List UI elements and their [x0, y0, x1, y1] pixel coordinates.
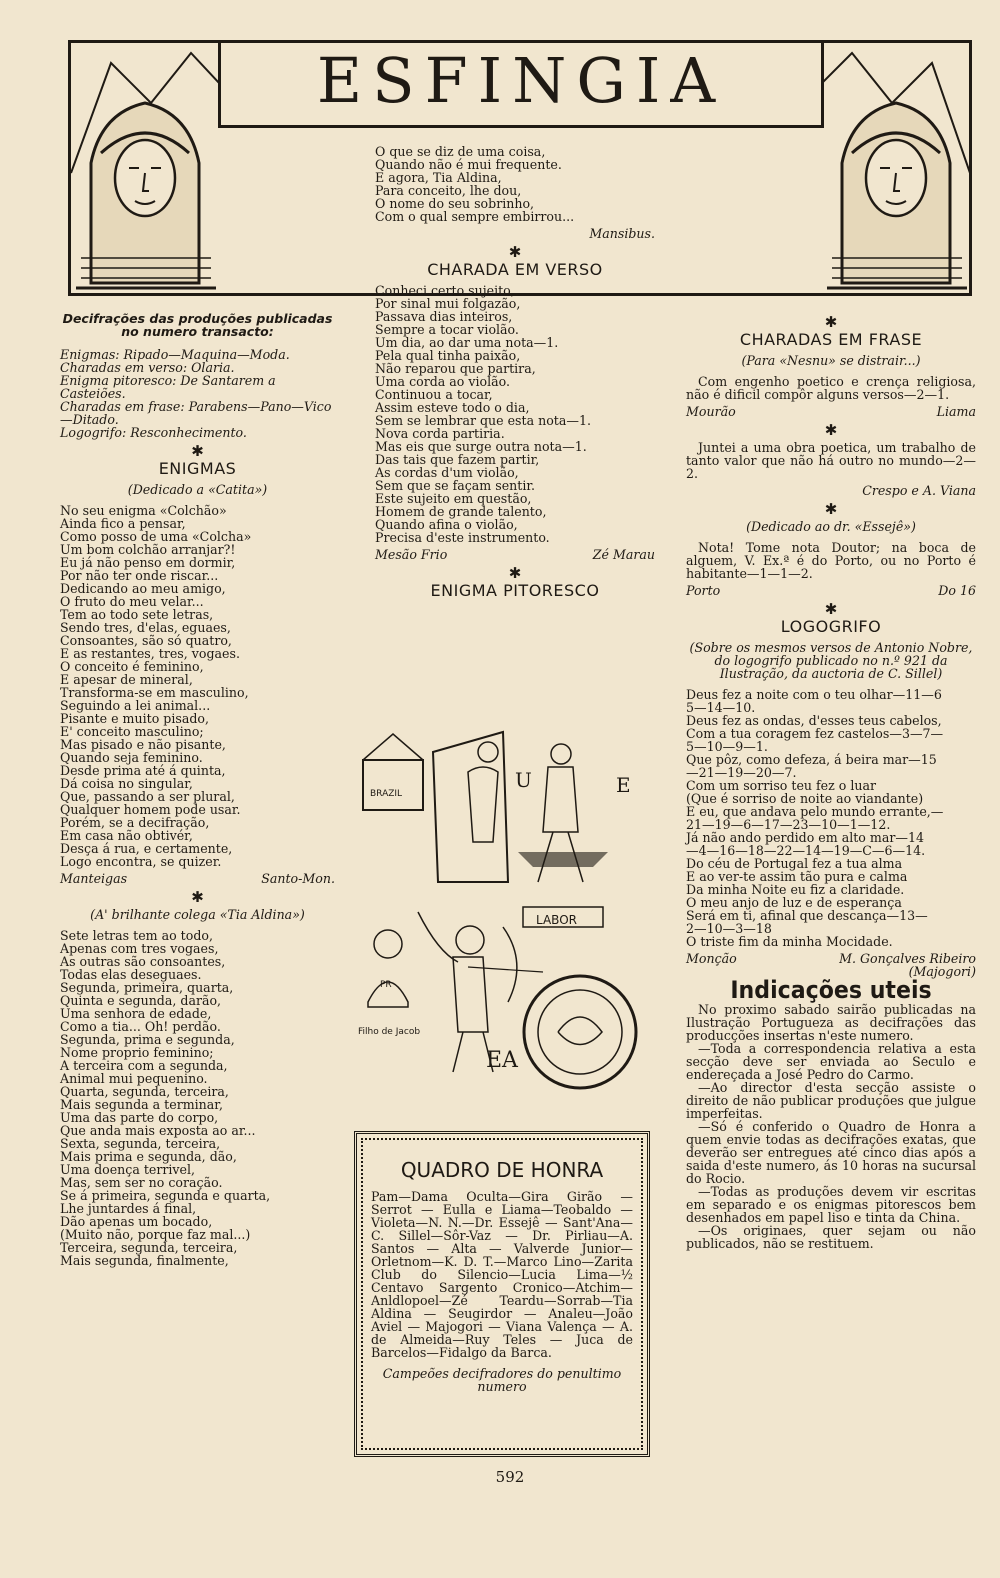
frase-dedication: (Para «Nesnu» se distrair...) [741, 353, 921, 368]
verse: Segunda, primeira, quarta, Quinta e segunda, darão, Uma senhora de edade, Como a tia... Oh! perdão. [60, 980, 234, 1034]
separator-star: ✱ [824, 313, 838, 331]
pic-label-labor: LABOR [536, 913, 577, 927]
quadro-de-honra-names: Pam—Dama Oculta—Gira Girão — Serrot — Eulla e Liama—Teobaldo — Violeta—N. N.—Dr. Essejê — Sant'Ana—C. Sillel—Sôr-Vaz — Dr. Pirliau—A. Santos — Alta — Valverde Junior—Orletnom—K. D. T.—Marco Lino—Zarita Club do Silencio—Lucia Lima—½ Centavo Sargento Cronico—Atchim—Anldlopoel—Zé Teardu—Sorrab—Tia Aldina — Seugirdor — Analeu—João Aviel — Majogori — Viana Valença — A. de Almeida—Ruy Teles — Juca de Barcelos—Fidalgo da Barca. [371, 1189, 633, 1360]
charada-frase: Juntei a uma obra poetica, um trabalho de tanto valor que não há outro no mundo—2—2. [686, 440, 976, 481]
verse: E agora, Tia Aldina, Para conceito, lhe dou, O nome do seu sobrinho, Com o qual sempre embirrou... [375, 170, 575, 224]
enigmas-title: ENIGMAS [158, 459, 237, 478]
enigmas-dedication: (Dedicado a «Catita») [127, 482, 268, 497]
verse: Eu já não penso em dormir, Por não ter onde riscar... Dedicando ao meu amigo, O fruto do meu velar... [60, 555, 236, 609]
signature-place: Mourão [686, 404, 736, 419]
logogrifo-dedication: (Sobre os mesmos versos de Antonio Nobre, do logogrifo publicado no n.º 921 da Ilustração, da auctoria de C. Sillel) [689, 640, 973, 681]
signature-author: M. Gonçalves Ribeiro (Majogori) [839, 951, 976, 979]
pic-label-brazil: BRAZIL [370, 789, 403, 799]
logogrifo-title: LOGOGRIFO [780, 617, 882, 636]
charadas-frase-title: CHARADAS EM FRASE [739, 330, 923, 349]
pic-label-pr: PR [380, 980, 392, 990]
indicacao-paragraph: —Toda a correspondencia relativa a esta secção deve ser enviada ao Seculo e endereçada a José Pedro do Carmo. [686, 1041, 976, 1082]
charada-frase: Nota! Tome nota Doutor; na boca de alguem, V. Ex.ª é do Porto, ou no Porto é habitante—1—1—2. [686, 540, 976, 581]
separator-star: ✱ [824, 421, 838, 439]
indicacao-paragraph: —Só é conferido o Quadro de Honra a quem envie todas as decifrações exatas, que deverão ser entregues até cinco dias após a saida d'este numero, ás 10 horas na sucursal do Rocio. [686, 1119, 976, 1186]
pic-label-e: E [616, 773, 631, 797]
signature-place: Mesão Frio [375, 547, 448, 562]
charada-frase: Com engenho poetico e crença religiosa, não é dificil compôr alguns versos—2—1. [686, 374, 976, 402]
separator-star: ✱ [508, 564, 522, 582]
verse: Tem ao todo sete letras, Sendo tres, d'elas, eguaes, Consoantes, são só quatro, E as restantes, tres, vogaes. [60, 607, 240, 661]
enigmas-dedication: (A' brilhante colega «Tia Aldina») [90, 907, 305, 922]
verse: Sete letras tem ao todo, Apenas com tres vogaes, As outras são consoantes, Todas elas deseguaes. [60, 928, 226, 982]
decifracao-line: Enigmas: Ripado—Maquina—Moda. [60, 347, 290, 362]
indicacoes-uteis-title: Indicações uteis [730, 976, 932, 1004]
separator-star: ✱ [191, 888, 204, 906]
verse: Terceira, segunda, terceira, Mais segunda, finalmente, [60, 1240, 238, 1268]
column-right [686, 310, 976, 1250]
page-title: ESFINGIA [316, 44, 726, 117]
signature [686, 584, 976, 597]
indicacao-paragraph: —Ao director d'esta secção assiste o direito de não publicar produções que julgue imperfeitas. [686, 1080, 976, 1121]
verse: Porém, se a decifração, Em casa não obtivér, Desça á rua, e certamente, Logo encontra, se quizer. [60, 815, 233, 869]
verse: O que se diz de uma coisa, Quando não é mui frequente. [375, 144, 562, 172]
verse: No seu enigma «Colchão» Ainda fico a pensar, Como posso de uma «Colcha» Um bom colchão arranjar?! [60, 503, 252, 557]
verse: Continuou a tocar, Assim esteve todo o dia, Sem se lembrar que esta nota—1. Nova corda partiria. [375, 387, 591, 441]
signature-place: Monção [686, 951, 737, 966]
charada-verso-title: CHARADA EM VERSO [427, 260, 603, 279]
signature-author: Crespo e A. Viana [862, 483, 976, 498]
verse: Pisante e muito pisado, E' conceito masculino; Mas pisado e não pisante, Quando seja feminino. [60, 711, 226, 765]
enigma-pitoresco-illustration [358, 712, 653, 1092]
signature [686, 405, 976, 418]
decifracoes-heading: Decifrações das produções publicadas no numero transacto: [62, 311, 333, 339]
verse: O conceito é feminino, E apesar de mineral, Transforma-se em masculino, Seguindo a lei animal... [60, 659, 249, 713]
signature-author: Mansibus. [589, 226, 655, 241]
verse: Mas eis que surge outra nota—1. Das tais que fazem partir, As cordas d'um violão, Sem que se façam sentir. [375, 439, 587, 493]
signature-author: Santo-Mon. [261, 871, 335, 886]
separator-star: ✱ [508, 243, 522, 261]
signature [686, 484, 976, 497]
pic-label-author: Filho de Jacob [358, 1027, 421, 1037]
indicacao-paragraph: —Todas as produções devem vir escritas em separado e os enigmas pitorescos bem desenhados em papel liso e tinta da China. [686, 1184, 976, 1225]
separator-star: ✱ [824, 500, 838, 518]
separator-star: ✱ [824, 600, 838, 618]
separator-star: ✱ [191, 442, 204, 460]
verse: Se á primeira, segunda e quarta, Lhe juntardes á final, Dão apenas um bocado, (Muito não, porque faz mal...) [60, 1188, 271, 1242]
verse: Com um sorriso teu fez o luar (Que é sorriso de noite ao viandante) E eu, que andava pelo mundo errante,— 21—19—6—17—23—10—1—12. Já não ando perdido em alto mar—14 —4—16—18—22—14—19—C—6—14. Do céu de Portugal fez a tua alma E ao ver-te assim tão pura e calma Da minha Noite eu fiz a claridade. O meu anjo de luz e de esperança Será em ti, afinal que descança—13— 2—10—3—18 O triste fim da minha Mocidade. [686, 778, 944, 949]
page-number: 592 [495, 1468, 525, 1486]
signature-author: Zé Marau [592, 547, 655, 562]
verse: Desde prima até á quinta, Dá coisa no singular, Que, passando a ser plural, Qualquer homem pode usar. [60, 763, 241, 817]
pic-label-ea: EA [486, 1048, 518, 1073]
decifracao-line: Logogrifo: Resconhecimento. [60, 425, 247, 440]
indicacao-paragraph: No proximo sabado sairão publicadas na Ilustração Portugueza as decifrações das producções insertas n'este numero. [686, 1002, 976, 1043]
decifracao-line: Charadas em frase: Parabens—Pano—Vico—Ditado. [60, 399, 332, 427]
column-middle [375, 145, 655, 605]
indicacao-paragraph: —Os originaes, quer sejam ou não publicados, não se restituem. [686, 1223, 976, 1251]
signature-place: Manteigas [60, 871, 128, 886]
verse: Conheci certo sujeito, Por sinal mui folgazão, Passava dias inteiros, Sempre a tocar violão. [375, 283, 521, 337]
signature [60, 872, 335, 885]
pic-label-u: U [515, 768, 532, 792]
frase-dedication: (Dedicado ao dr. «Essejê») [746, 519, 916, 534]
signature [686, 952, 976, 978]
quadro-de-honra-title: QUADRO DE HONRA [400, 1158, 604, 1182]
verse: Segunda, prima e segunda, Nome proprio feminino; A terceira com a segunda, Animal mui pequenino. [60, 1032, 235, 1086]
verse: Este sujeito em questão, Homem de grande talento, Quando afina o violão, Precisa d'este instrumento. [375, 491, 550, 545]
decifracao-line: Enigma pitoresco: De Santarem a Casteiões. [60, 373, 276, 401]
quadro-de-honra-box [354, 1131, 650, 1457]
sphinx-illustration-right [822, 43, 970, 293]
signature-place: Porto [686, 583, 721, 598]
decifracao-line: Charadas em verso: Olaria. [60, 360, 235, 375]
signature [375, 548, 655, 561]
verse: Quarta, segunda, terceira, Mais segunda a terminar, Uma das parte do corpo, Que anda mais exposta ao ar... [60, 1084, 256, 1138]
signature-author: Do 16 [938, 583, 976, 598]
verse: Deus fez a noite com o teu olhar—11—6 5—14—10. Deus fez as ondas, d'esses teus cabelos, Com a tua coragem fez castelos—3—7— 5—10—9—1. Que pôz, como defeza, á beira mar—15 —21—19—20—7. [686, 687, 944, 780]
enigma-pitoresco-title: ENIGMA PITORESCO [430, 581, 600, 600]
verse: Um dia, ao dar uma nota—1. Pela qual tinha paixão, Não reparou que partira, Uma corda ao violão. [375, 335, 559, 389]
quadro-de-honra-footer: Campeões decifradores do penultimo numero [382, 1366, 622, 1394]
column-left [60, 312, 335, 1267]
signature-author: Liama [936, 404, 976, 419]
verse: Sexta, segunda, terceira, Mais prima e segunda, dão, Uma doença terrivel, Mas, sem ser no coração. [60, 1136, 237, 1190]
sphinx-illustration-left [71, 43, 219, 293]
signature [375, 227, 655, 240]
